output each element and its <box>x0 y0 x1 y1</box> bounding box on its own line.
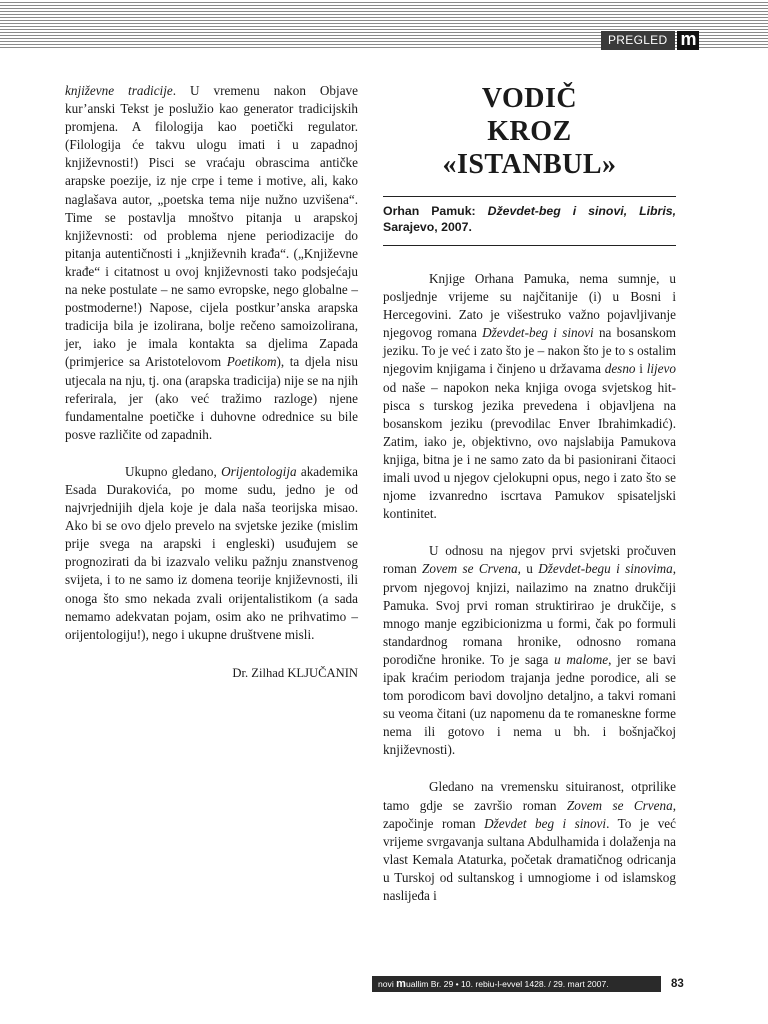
section-label: PREGLED <box>601 31 675 50</box>
italic-text: u malome <box>554 651 609 667</box>
review-signature: Dr. Zilhad KLJUČANIN <box>232 665 358 680</box>
italic-text: Orijentologija <box>221 463 297 479</box>
page-number: 83 <box>671 978 684 990</box>
left-column <box>65 82 358 682</box>
title-line-3: «ISTANBUL» <box>442 149 617 180</box>
title-line-2: KROZ <box>487 116 572 147</box>
footer-issue-bar <box>372 976 661 992</box>
section-tag <box>601 31 699 50</box>
italic-text: Poetikom <box>226 354 277 370</box>
article-title <box>383 82 676 181</box>
footer-logo-icon: m <box>396 978 406 990</box>
right-paragraph-1: Knjige Orhana Pamuka, nema sumnje, u posljednje vrijeme su najčitanije (i) u Bosni i Hercegovini. Zato je višestruko važno pojavljivanje njegovog romana Dževdet-beg i sinovi na bosanskom jeziku. To je već i zato što je – nakon što je to s ostalim njegovim knjigama i činjeno u državama desno i lijevo od naše – napokon neka knjiga ovoga svjetskog hit-pisca s turskog jezika prevedena i objavljena na bosanskom jeziku (prevodilac Enver Ibrahimkadić). Zatim, iako je, objektivno, ovo najslabija Pamukova knjiga, bitna je i ne samo zato da bi pasionirani čitaoci imali uvod u njegov cjelokupni opus, nego i zato što se njome izvanredno iscrtava Pamukov spisateljski kontinitet. <box>383 271 676 522</box>
right-column <box>383 82 676 924</box>
italic-text: desno <box>604 361 636 377</box>
title-line-1: VODIČ <box>481 83 578 114</box>
italic-text: Zovem se Crvena <box>422 561 518 577</box>
magazine-logo-icon: m <box>677 31 699 50</box>
italic-text: književne tradicije <box>65 83 173 98</box>
left-paragraph-2: Ukupno gledano, Orijentologija akademika Esada Durakovića, po mome sudu, jedno je od najvrjednijih djela koje je dala naša teorijska misao. Ako bi se ovo djelo prevelo na svjetske jezike (mislim prije svega na arapski i engleski) usuđujem se prognozirati da bi izazvalo veliku pažnju znanstvenog svijeta, i to ne samo iz domena teorije književnosti, ili onoga što smo nekada zvali orijentalistikom (a sada nemamo adekvatan pojam, osim ako ne prihvatimo – orijentologiju!), nego i ukupne društvene misli. <box>65 463 358 642</box>
right-paragraph-2: U odnosu na njegov prvi svjetski pročuven roman Zovem se Crvena, u Dževdet-begu i sinovima, prvom njegovoj knjizi, nailazimo na znatno drukčiji Pamuka. Svoj prvi roman struktirirao je drukčije, s mnogo manje egzibicionizma u formi, čak po formuli standardnog romana hronike, odnosno romana porodične hronike. To je saga u malome, jer se bavi ipak kraćim periodom trajanja jedne porodice, ali se tom porodicom bavi dovoljno detaljno, a takvi romani su veoma čitani (uz napomenu da te romaneskne forme nema ili gotovo i nema u bh. i bošnjačkoj književnosti). <box>383 543 677 758</box>
book-reference: Orhan Pamuk: Dževdet-beg i sinovi, Libris, Sarajevo, 2007. <box>383 197 676 246</box>
right-paragraph-3: Gledano na vremensku situiranost, otprilike tamo gdje se završio roman Zovem se Crvena, započinje roman Dževdet beg i sinovi. To je već vrijeme svrgavanja sultana Abdulhamida i dolaženja na vlast Kemala Ataturka, početak dramatičnog odricanja u Turskoj od sultanskog i umnogiome i od islamskog naslijeđa i <box>383 779 677 903</box>
footer-issue-text: uallim Br. 29 • 10. rebiu-l-evvel 1428. / 29. mart 2007. <box>405 979 609 989</box>
italic-text: Dževdet-begu i sinovima <box>538 561 673 577</box>
italic-text: Dževdet beg i sinovi <box>484 815 607 831</box>
italic-text: Dževdet-beg i sinovi, Libris, <box>487 204 677 218</box>
left-paragraph-1: književne tradicije. U vremenu nakon Objave kur’anski Tekst je poslužio kao generator tradicijskih promjena. A filologija kao poetički regulator. (Filologija će takvu ulogu imati i u zapadnoj književnosti!) Pisci se vraćaju obrascima antičke arapske poezije, iz nje crpe i teme i motive, ali, kako naglašava autor, „poetska tema nije nužno uzvišena“. Time se postavlja mnoštvo pitanja u arapskoj književnosti: od problema njene periodizacije do pitanja autentičnosti i „književnih krađa“. („Književne krađe“ i citatnost u ovoj književnosti tako podsjećaju na neke postulate – ne samo evropske, nego globalne – postmoderne!) Napose, cijela postkur’anska arapska tradicija bila je izolirana, bolje rečeno samoizolirana, jer, iako je imala kontakta sa djelima Zapada (primjerice sa Aristotelovom Poetikom), ta djela nisu utjecala na nju, tj. ona (arapska tradicija) nije se na njih referirala, jer (ako već tražimo razloge) njene fundamentalne poetičke i duhovne odrednice su bile posve različite od zapadnih. <box>65 83 358 442</box>
italic-text: lijevo <box>646 361 676 377</box>
italic-text: Dževdet-beg i sinovi <box>482 325 594 341</box>
italic-text: Zovem se Crvena <box>566 797 673 813</box>
footer-pre: novi <box>378 979 397 989</box>
article-body <box>383 270 676 905</box>
